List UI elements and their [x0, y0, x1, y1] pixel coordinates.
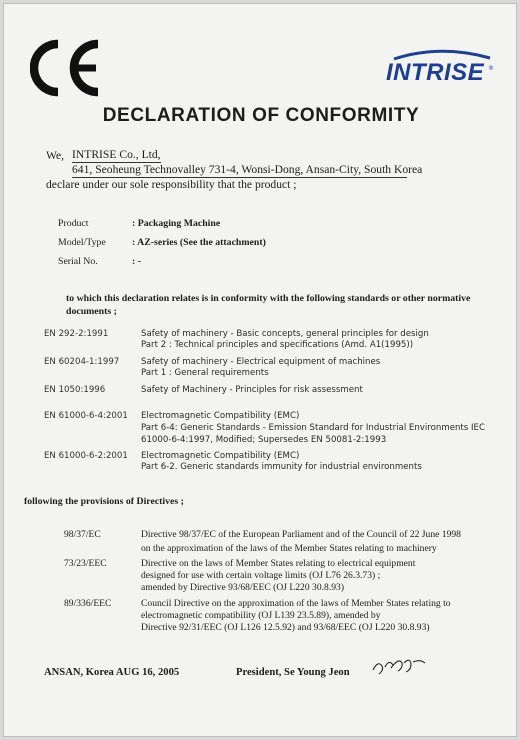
ce-mark-logo: [30, 38, 106, 98]
product-value: : Packaging Machine: [132, 218, 221, 229]
directive-code: 98/37/EC: [64, 529, 101, 540]
intrise-logo: [382, 46, 500, 88]
model-label: Model/Type: [58, 237, 106, 248]
directive-line: amended by Directive 93/68/EEC (OJ L220 30.8.93): [141, 582, 345, 593]
standard-line: Part 6-2. Generic standards immunity for industrial environments: [141, 462, 422, 472]
relation-line-2: documents ;: [66, 306, 117, 317]
standard-line: Part 1 : General requirements: [141, 368, 269, 378]
standard-line: Electromagnetic Compatibility (EMC): [141, 411, 300, 421]
standard-line: Part 2 : Technical principles and specifications (Amd. A1(1995)): [141, 340, 414, 350]
standard-line: Safety of machinery - Basic concepts, general principles for design: [141, 329, 429, 339]
serial-label: Serial No.: [58, 256, 98, 267]
page-title: DECLARATION OF CONFORMITY: [102, 105, 420, 126]
place-date: ANSAN, Korea AUG 16, 2005: [44, 667, 180, 678]
directive-line: Directive 98/37/EC of the European Parliament and of the Council of 22 June 1998: [141, 529, 461, 540]
product-label: Product: [58, 218, 89, 229]
directive-line: Directive on the laws of Member States relating to electrical equipment: [141, 558, 416, 569]
standard-line: Electromagnetic Compatibility (EMC): [141, 451, 300, 461]
svg-text:INTRISE: INTRISE: [386, 59, 485, 86]
standard-code: EN 61000-6-4:2001: [44, 411, 128, 421]
intro-we: We,: [46, 149, 65, 162]
standard-code: EN 60204-1:1997: [44, 357, 120, 367]
directive-code: 73/23/EEC: [64, 558, 107, 569]
standard-code: EN 61000-6-2:2001: [44, 451, 128, 461]
standard-code: EN 1050:1996: [44, 385, 106, 395]
svg-text:®: ®: [488, 65, 494, 72]
serial-value: : -: [132, 256, 141, 267]
handwritten-signature: [369, 654, 429, 680]
standard-code: EN 292-2:1991: [44, 329, 109, 339]
relation-line-1: to which this declaration relates is in conformity with the following standards or other normative: [66, 293, 471, 304]
signatory-name: President, Se Young Jeon: [236, 667, 350, 678]
standard-line: Part 6-4: Generic Standards - Emission Standard for Industrial Environments IEC: [141, 423, 485, 433]
directive-line: electromagnetic compatibility (OJ L139 23.5.89), amended by: [141, 610, 381, 621]
directive-line: Directive 92/31/EEC (OJ L126 12.5.92) and 93/68/EEC (OJ L220 30.8.93): [141, 622, 430, 633]
directives-heading: following the provisions of Directives ;: [24, 496, 184, 507]
declaration-page: [3, 3, 517, 737]
standard-line: Safety of machinery - Electrical equipment of machines: [141, 357, 381, 367]
directive-line: on the approximation of the laws of the Member States relating to machinery: [141, 543, 437, 554]
declare-statement: declare under our sole responsibility that the product ;: [46, 178, 297, 191]
company-address: 641, Seoheung Technovalley 731-4, Wonsi-Dong, Ansan-City, South Korea: [72, 163, 423, 176]
model-value: : AZ-series (See the attachment): [132, 237, 266, 248]
directive-code: 89/336/EEC: [64, 598, 112, 609]
standard-line: 61000-6-4:1997, Modified; Supersedes EN 50081-2:1993: [141, 435, 387, 445]
directive-line: Council Directive on the approximation of the laws of Member States relating to: [141, 598, 451, 609]
company-name: INTRISE Co., Ltd,: [72, 148, 161, 161]
directive-line: designed for use with certain voltage limits (OJ L76 26.3.73) ;: [141, 570, 381, 581]
standard-line: Safety of Machinery - Principles for risk assessment: [141, 385, 363, 395]
